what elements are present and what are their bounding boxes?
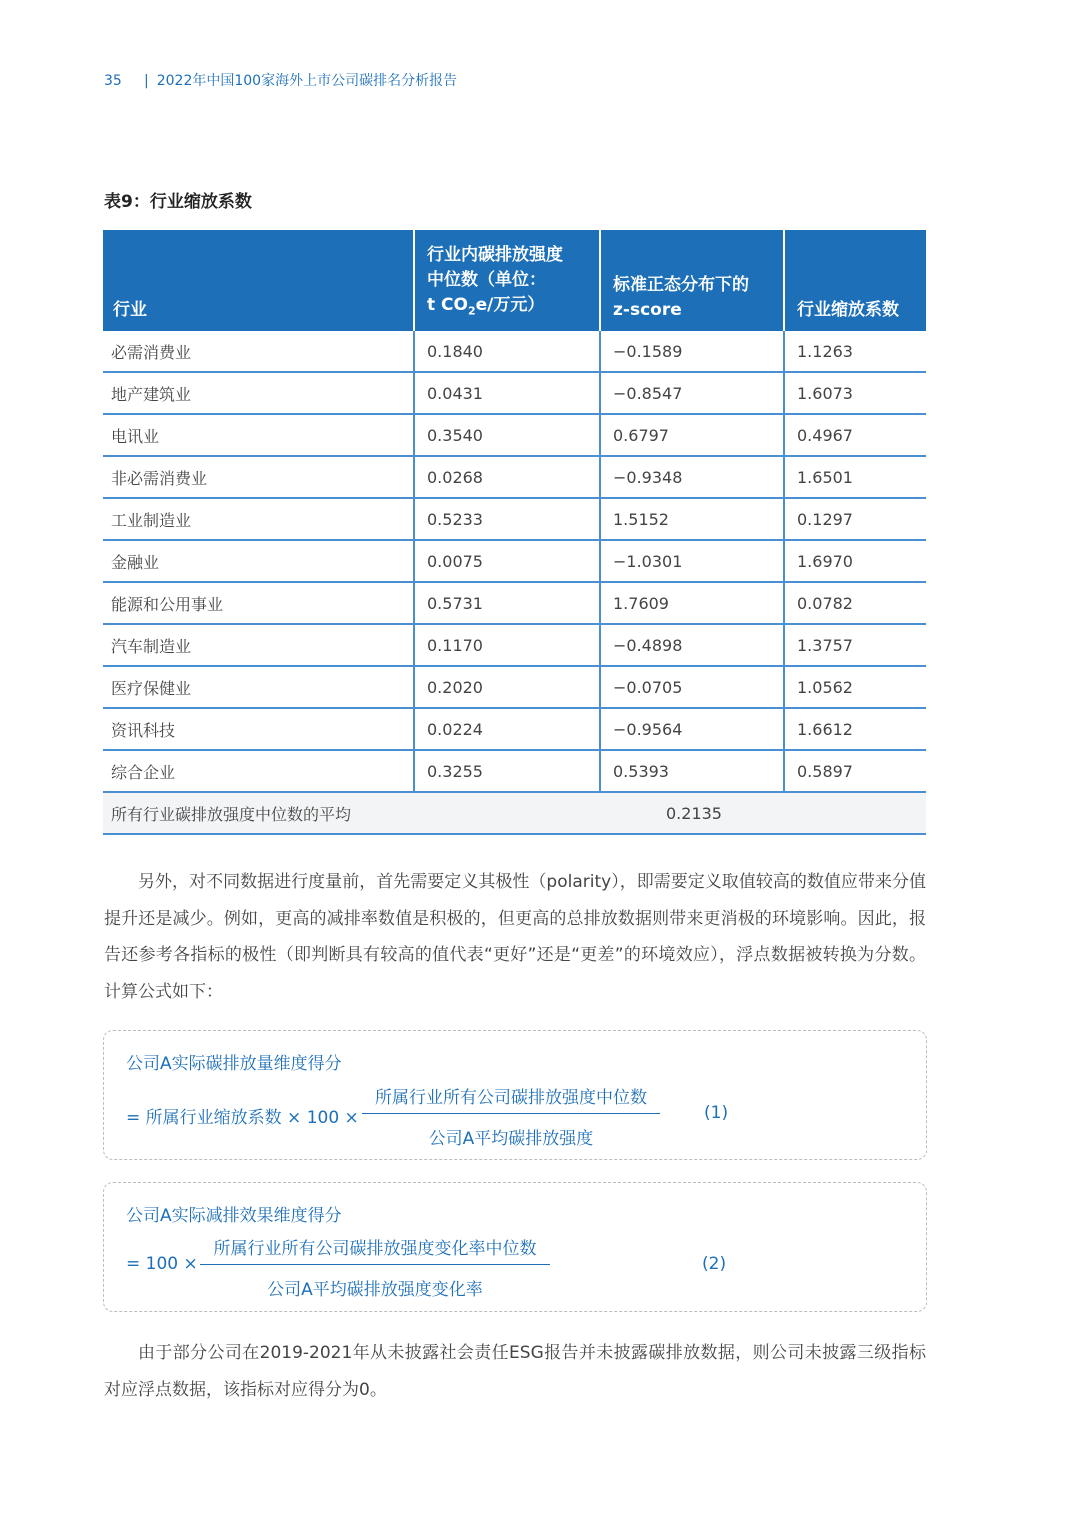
- table-row: [103, 498, 926, 540]
- cell-industry: 非必需消费业: [103, 456, 414, 498]
- table-row: [103, 456, 926, 498]
- cell-median: 0.3540: [414, 414, 600, 456]
- cell-median: 0.0431: [414, 372, 600, 414]
- formula-2-denominator: 公司A平均碳排放强度变化率: [267, 1280, 483, 1300]
- cell-factor: 0.4967: [784, 414, 926, 456]
- formula-1-title: 公司A实际碳排放量维度得分: [126, 1054, 342, 1074]
- formula-1-fraction: [362, 1083, 660, 1149]
- table-row: [103, 582, 926, 624]
- formula-2-number: (2): [702, 1254, 727, 1274]
- cell-industry: 金融业: [103, 540, 414, 582]
- cell-zscore: 1.5152: [600, 498, 784, 540]
- cell-industry: 医疗保健业: [103, 666, 414, 708]
- table-row: [103, 624, 926, 666]
- formula-2-fraction: [200, 1234, 550, 1300]
- header-factor: 行业缩放系数: [784, 230, 926, 331]
- formula-2-numerator: 所属行业所有公司碳排放强度变化率中位数: [200, 1234, 550, 1265]
- cell-zscore: 1.7609: [600, 582, 784, 624]
- cell-median: 0.3255: [414, 750, 600, 792]
- table-row: [103, 414, 926, 456]
- cell-factor: 1.1263: [784, 331, 926, 372]
- table-row: [103, 540, 926, 582]
- cell-zscore: −1.0301: [600, 540, 784, 582]
- cell-industry: 工业制造业: [103, 498, 414, 540]
- formula-2-lhs: = 100 ×: [126, 1254, 198, 1274]
- cell-factor: 1.6612: [784, 708, 926, 750]
- cell-industry: 资讯科技: [103, 708, 414, 750]
- cell-industry: 汽车制造业: [103, 624, 414, 666]
- cell-factor: 1.0562: [784, 666, 926, 708]
- cell-median: 0.5731: [414, 582, 600, 624]
- formula-box-2: [103, 1182, 927, 1312]
- formula-1-lhs: = 所属行业缩放系数 × 100 ×: [126, 1108, 359, 1128]
- table-row: [103, 750, 926, 792]
- formula-1-denominator: 公司A平均碳排放强度: [428, 1129, 594, 1149]
- cell-factor: 1.6501: [784, 456, 926, 498]
- cell-industry: 必需消费业: [103, 331, 414, 372]
- table-row: [103, 331, 926, 372]
- cell-factor: 1.3757: [784, 624, 926, 666]
- formula-2-title: 公司A实际减排效果维度得分: [126, 1206, 342, 1226]
- cell-median: 0.0075: [414, 540, 600, 582]
- formula-box-1: [103, 1030, 927, 1160]
- cell-zscore: −0.9564: [600, 708, 784, 750]
- summary-row: [103, 792, 926, 834]
- cell-median: 0.0224: [414, 708, 600, 750]
- report-title: 2022年中国100家海外上市公司碳排名分析报告: [156, 73, 458, 89]
- cell-factor: 0.1297: [784, 498, 926, 540]
- cell-factor: 1.6970: [784, 540, 926, 582]
- cell-zscore: −0.0705: [600, 666, 784, 708]
- table-row: [103, 708, 926, 750]
- summary-value: 0.2135: [414, 792, 926, 834]
- formula-1-number: (1): [704, 1103, 729, 1123]
- cell-zscore: −0.1589: [600, 331, 784, 372]
- table-row: [103, 666, 926, 708]
- summary-label: 所有行业碳排放强度中位数的平均: [103, 792, 414, 834]
- cell-zscore: 0.6797: [600, 414, 784, 456]
- header-median: 行业内碳排放强度 中位数（单位： t $CO_2e/$万元）: [414, 230, 600, 331]
- cell-industry: 电讯业: [103, 414, 414, 456]
- polarity-paragraph: 另外，对不同数据进行度量前，首先需要定义其极性（polarity），即需要定义取值较高的数值应带来分值提升还是减少。例如，更高的减排率数值是积极的，但更高的总排放数据则带来更消极的环境影响。因此，报告还参考各指标的极性（即判断具有较高的值代表“更好”还是“更差”的环境效应），浮点数据被转换为分数。计算公式如下：: [104, 872, 926, 1002]
- cell-zscore: −0.4898: [600, 624, 784, 666]
- disclosure-paragraph: 由于部分公司在2019-2021年从未披露社会责任ESG报告并未披露碳排放数据，则公司未披露三级指标对应浮点数据，该指标对应得分为0。: [104, 1343, 926, 1400]
- cell-factor: 0.0782: [784, 582, 926, 624]
- table-header-row: [103, 230, 926, 331]
- cell-median: 0.0268: [414, 456, 600, 498]
- cell-zscore: 0.5393: [600, 750, 784, 792]
- cell-median: 0.1840: [414, 331, 600, 372]
- cell-median: 0.2020: [414, 666, 600, 708]
- cell-zscore: −0.9348: [600, 456, 784, 498]
- cell-industry: 综合企业: [103, 750, 414, 792]
- cell-median: 0.1170: [414, 624, 600, 666]
- cell-industry: 能源和公用事业: [103, 582, 414, 624]
- table-caption: 表9：行业缩放系数: [104, 192, 252, 212]
- header-separator: |: [144, 73, 149, 89]
- table-row: [103, 372, 926, 414]
- header-zscore: 标准正态分布下的 z-score: [600, 230, 784, 331]
- cell-factor: 1.6073: [784, 372, 926, 414]
- cell-industry: 地产建筑业: [103, 372, 414, 414]
- formula-1-numerator: 所属行业所有公司碳排放强度中位数: [362, 1083, 660, 1114]
- industry-scaling-table: [103, 230, 926, 835]
- cell-factor: 0.5897: [784, 750, 926, 792]
- cell-zscore: −0.8547: [600, 372, 784, 414]
- header-industry: 行业: [103, 230, 414, 331]
- page-number: 35: [104, 73, 122, 89]
- page-header: [104, 70, 457, 90]
- cell-median: 0.5233: [414, 498, 600, 540]
